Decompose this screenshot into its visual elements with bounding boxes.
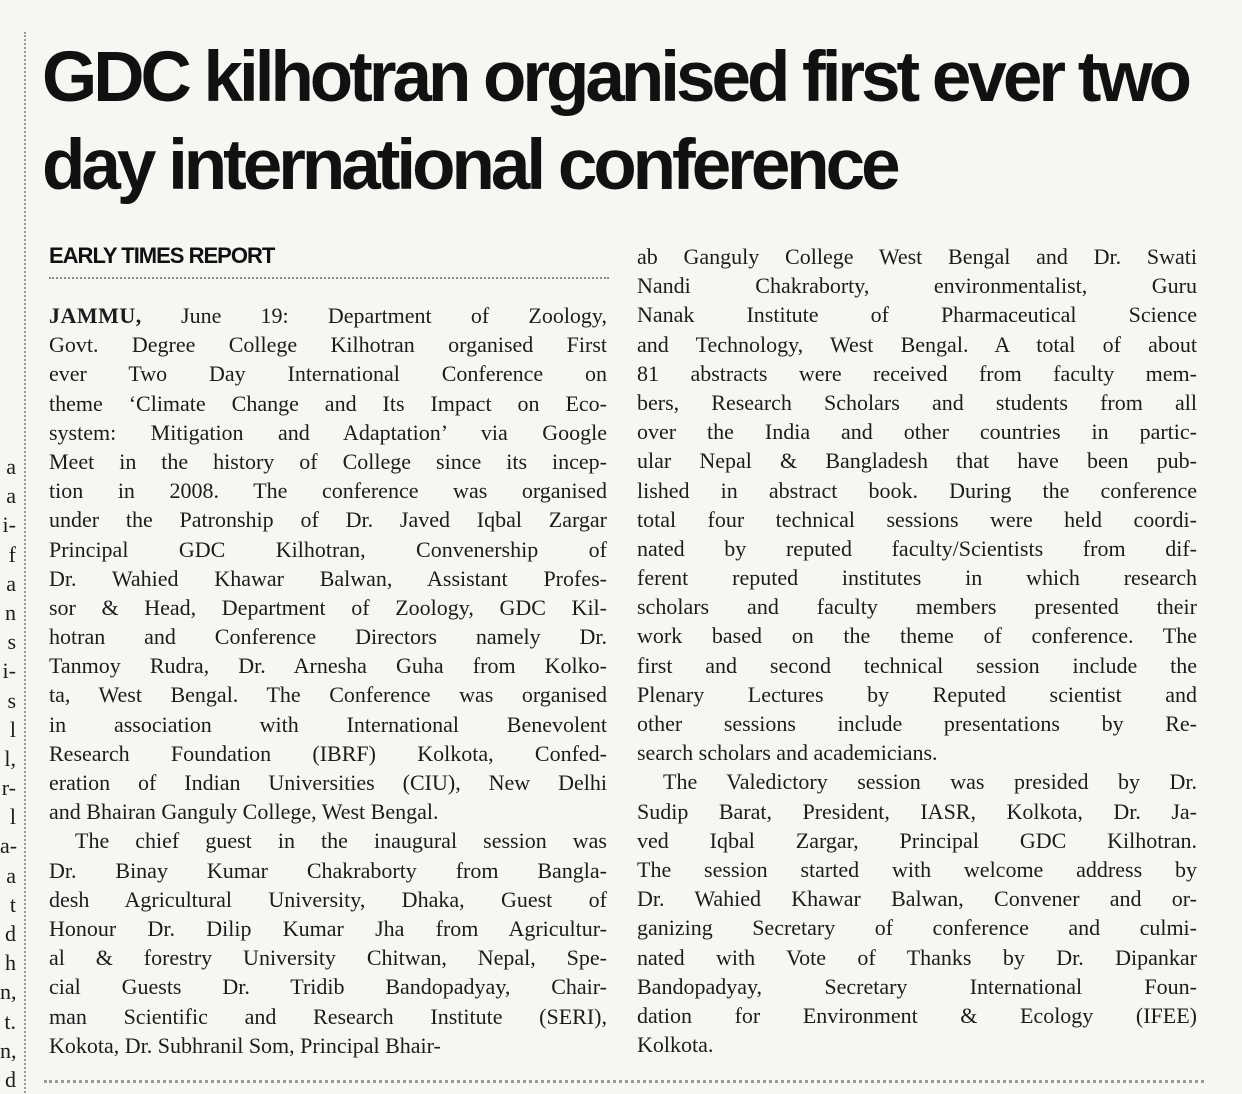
article-line: and Bhairan Ganguly College, West Bengal. — [49, 799, 439, 825]
byline: EARLY TIMES REPORT — [49, 243, 609, 279]
article-line: Nanak Institute of Pharmaceutical Science — [637, 302, 1197, 328]
article-line: work based on the theme of conference. The — [637, 623, 1197, 649]
article-line: ved Iqbal Zargar, Principal GDC Kilhotran. — [637, 827, 1197, 853]
article-line: dation for Environment & Ecology (IFEE) — [637, 1002, 1197, 1028]
edge-fragment: l — [9, 804, 16, 830]
article-line: man Scientific and Research Institute (SERI), — [49, 1003, 607, 1029]
article-line: ferent reputed institutes in which research — [637, 565, 1197, 591]
dateline-rest: June 19: Department of Zoology, — [141, 303, 607, 328]
edge-fragment: s — [7, 687, 16, 713]
left-column-fragments — [0, 452, 16, 1094]
edge-fragment: a — [6, 570, 16, 596]
column-divider — [24, 32, 26, 1093]
article-line: Dr. Wahied Khawar Balwan, Assistant Profes- — [49, 565, 607, 591]
edge-fragment: l — [9, 716, 16, 742]
edge-fragment: h — [5, 950, 16, 976]
article-line: Tanmoy Rudra, Dr. Arnesha Guha from Kolko- — [49, 653, 607, 679]
article-line: nated by reputed faculty/Scientists from dif- — [637, 535, 1197, 561]
article-line: bers, Research Scholars and students from all — [637, 389, 1197, 415]
article-line: over the India and other countries in partic- — [637, 419, 1197, 445]
article-line: Dr. Binay Kumar Chakraborty from Bangla- — [49, 857, 607, 883]
article-line: The Valedictory session was presided by Dr. — [663, 769, 1197, 795]
dateline: JAMMU, — [49, 303, 142, 328]
article-line: Dr. Wahied Khawar Balwan, Convener and or- — [637, 886, 1197, 912]
article-line — [49, 301, 607, 330]
edge-fragment: a — [6, 454, 16, 479]
edge-fragment: t. — [4, 1008, 16, 1034]
article-line: Research Foundation (IBRF) Kolkota, Confed- — [49, 740, 607, 766]
article-line: ever Two Day International Conference on — [49, 361, 607, 387]
article-column-1 — [49, 301, 607, 1060]
article-line: theme ‘Climate Change and Its Impact on Eco- — [49, 390, 607, 416]
article-line: tion in 2008. The conference was organised — [49, 478, 607, 504]
article-line: Govt. Degree College Kilhotran organised First — [49, 332, 607, 358]
article-line: search scholars and academicians. — [637, 740, 938, 766]
bottom-rule — [44, 1080, 1204, 1083]
headline-line-1: GDC kilhotran organised first ever two — [42, 38, 1188, 117]
headline — [42, 34, 1222, 210]
article-line: Plenary Lectures by Reputed scientist and — [637, 681, 1197, 707]
article-line: The chief guest in the inaugural session was — [75, 828, 607, 854]
article-line: scholars and faculty members presented their — [637, 594, 1197, 620]
article-line: hotran and Conference Directors namely Dr. — [49, 624, 607, 650]
edge-fragment: l, — [4, 745, 16, 771]
edge-fragment: n, — [0, 1037, 17, 1063]
edge-fragment: f — [8, 541, 16, 567]
article-line: cial Guests Dr. Tridib Bandopadyay, Chair- — [49, 974, 607, 1000]
edge-fragment: t — [9, 891, 16, 917]
article-line: other sessions include presentations by Re- — [637, 711, 1197, 736]
article-line: desh Agricultural University, Dhaka, Guest of — [49, 886, 607, 912]
article-line: Meet in the history of College since its incep- — [49, 448, 607, 474]
article-line: in association with International Benevolent — [49, 711, 607, 737]
article-line: Bandopadyay, Secretary International Foun- — [637, 973, 1197, 999]
article-line: total four technical sessions were held coordi- — [637, 506, 1197, 532]
edge-fragment: d — [5, 1066, 16, 1092]
article-line: Kolkota. — [637, 1032, 714, 1058]
edge-fragment: a — [6, 862, 16, 888]
article-line: and Technology, West Bengal. A total of about — [637, 331, 1197, 357]
article-line: Principal GDC Kilhotran, Convenership of — [49, 536, 607, 562]
edge-fragment: n — [5, 599, 16, 625]
article-line: system: Mitigation and Adaptation’ via Google — [49, 419, 607, 445]
article-line: The session started with welcome address by — [637, 856, 1197, 882]
article-line: Nandi Chakraborty, environmentalist, Guru — [637, 273, 1197, 299]
column-1-lines — [49, 330, 607, 1060]
article-line: ab Ganguly College West Bengal and Dr. Swati — [637, 244, 1197, 269]
headline-line-2: day international conference — [42, 126, 897, 205]
article-line: ganizing Secretary of conference and culmi- — [637, 915, 1197, 941]
article-line: sor & Head, Department of Zoology, GDC Kil- — [49, 594, 607, 620]
edge-fragment: n, — [0, 979, 17, 1005]
edge-fragment: s — [7, 629, 16, 655]
edge-fragment: r- — [1, 775, 16, 801]
article-line: Sudip Barat, President, IASR, Kolkota, Dr. Ja- — [637, 798, 1197, 824]
edge-fragment: a- — [0, 833, 18, 859]
article-line: first and second technical session include the — [637, 652, 1197, 678]
edge-fragment: d — [5, 921, 16, 946]
article-line: Honour Dr. Dilip Kumar Jha from Agricultur- — [49, 915, 607, 941]
edge-fragment: i- — [2, 658, 16, 684]
article-line: nated with Vote of Thanks by Dr. Dipankar — [637, 944, 1197, 970]
article-line: eration of Indian Universities (CIU), New Delhi — [49, 770, 607, 795]
article-line: 81 abstracts were received from faculty mem- — [637, 360, 1197, 386]
article-line: lished in abstract book. During the conference — [637, 477, 1197, 503]
article-column-2 — [637, 242, 1197, 1059]
article-line: Kokota, Dr. Subhranil Som, Principal Bhair- — [49, 1032, 441, 1058]
edge-fragment: i- — [2, 512, 16, 538]
edge-fragment: a — [6, 483, 16, 509]
article-line: al & forestry University Chitwan, Nepal, Spe- — [49, 945, 607, 971]
article-line: ta, West Bengal. The Conference was organised — [49, 682, 607, 708]
article-line: ular Nepal & Bangladesh that have been pub- — [637, 448, 1197, 474]
article-line: under the Patronship of Dr. Javed Iqbal Zargar — [49, 507, 607, 533]
